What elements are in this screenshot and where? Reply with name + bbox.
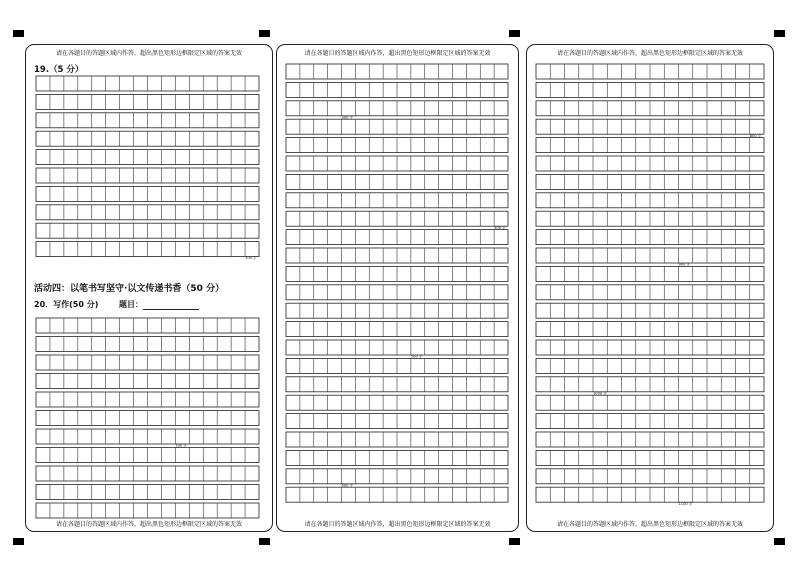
grid-row[interactable]	[286, 211, 508, 226]
grid-row[interactable]	[536, 432, 764, 447]
grid-row[interactable]	[286, 82, 508, 97]
grid-row[interactable]	[286, 358, 508, 373]
grid-row[interactable]	[286, 487, 508, 502]
word-count-mark: 1000 字	[593, 391, 607, 396]
grid-row[interactable]	[286, 303, 508, 318]
grid-row[interactable]	[286, 174, 508, 189]
grid-row[interactable]	[536, 395, 764, 410]
word-count-mark: 500 字	[410, 354, 423, 359]
grid-row[interactable]	[286, 64, 508, 79]
grid-row[interactable]	[36, 76, 259, 91]
grid-row[interactable]	[36, 355, 259, 370]
grid-row[interactable]	[536, 101, 764, 116]
grid-row[interactable]	[286, 266, 508, 281]
grid-row[interactable]	[286, 138, 508, 153]
grid-row[interactable]	[36, 429, 259, 444]
grid-row[interactable]	[286, 285, 508, 300]
word-count-mark: 300 字	[341, 115, 354, 120]
grid-row[interactable]	[36, 485, 259, 500]
grid-row[interactable]	[286, 101, 508, 116]
grid-row[interactable]	[286, 450, 508, 465]
question-20-label: 20．写作(50 分)	[34, 300, 99, 309]
grid-row[interactable]	[286, 414, 508, 429]
grid-row[interactable]	[36, 113, 259, 128]
grid-row[interactable]	[536, 340, 764, 355]
grid-row[interactable]	[36, 448, 259, 463]
grid-row[interactable]	[536, 285, 764, 300]
grid-row[interactable]	[536, 487, 764, 502]
grid-row[interactable]	[536, 322, 764, 337]
grid-row[interactable]	[536, 303, 764, 318]
grid-row[interactable]	[536, 119, 764, 134]
grid-row[interactable]	[286, 322, 508, 337]
grid-row[interactable]	[536, 82, 764, 97]
grid-row[interactable]	[536, 248, 764, 263]
grid-row[interactable]	[36, 168, 259, 183]
grid-row[interactable]	[36, 223, 259, 238]
grid-row[interactable]	[36, 337, 259, 352]
header-notice: 请在各题目的答题区域内作答，超出黑色矩形边框限定区域的答案无效	[55, 50, 242, 57]
word-count-mark: 800 字	[749, 133, 762, 138]
grid-row[interactable]	[286, 340, 508, 355]
footer-notice: 请在各题目的答题区域内作答，超出黑色矩形边框限定区域的答案无效	[556, 521, 743, 528]
grid-row[interactable]	[36, 150, 259, 165]
grid-row[interactable]	[286, 469, 508, 484]
grid-row[interactable]	[286, 230, 508, 245]
header-notice: 请在各题目的答题区域内作答，超出黑色矩形边框限定区域的答案无效	[556, 50, 743, 57]
grid-row[interactable]	[36, 94, 259, 109]
grid-row[interactable]	[286, 119, 508, 134]
grid-row[interactable]	[36, 205, 259, 220]
grid-row[interactable]	[536, 174, 764, 189]
grid-row[interactable]	[36, 131, 259, 146]
grid-row[interactable]	[536, 414, 764, 429]
header-notice: 请在各题目的答题区域内作答，超出黑色矩形边框限定区域的答案无效	[304, 50, 491, 57]
grid-row[interactable]	[36, 374, 259, 389]
grid-row[interactable]	[36, 411, 259, 426]
essay-title-label: 题目：	[119, 300, 143, 309]
grid-row[interactable]	[536, 450, 764, 465]
grid-row[interactable]	[536, 193, 764, 208]
grid-row[interactable]	[36, 392, 259, 407]
grid-row[interactable]	[36, 186, 259, 201]
grid-row[interactable]	[36, 318, 259, 333]
grid-row[interactable]	[286, 432, 508, 447]
footer-notice: 请在各题目的答题区域内作答，超出黑色矩形边框限定区域的答案无效	[304, 521, 491, 528]
activity-4-title: 活动四：以笔书写坚守·以文传递书香（50 分）	[34, 284, 225, 294]
question-19-label: 19.（5 分）	[34, 65, 84, 75]
grid-row[interactable]	[286, 248, 508, 263]
footer-notice: 请在各题目的答题区域内作答，超出黑色矩形边框限定区域的答案无效	[55, 521, 242, 528]
grid-row[interactable]	[536, 266, 764, 281]
word-count-mark: 100 字	[175, 443, 187, 448]
grid-row[interactable]	[36, 466, 259, 481]
grid-row[interactable]	[536, 377, 764, 392]
grid-row[interactable]	[536, 156, 764, 171]
grid-row[interactable]	[536, 358, 764, 373]
word-count-mark: 400 字	[494, 225, 506, 230]
grid-row[interactable]	[36, 503, 259, 518]
grid-row[interactable]	[536, 230, 764, 245]
grid-row[interactable]	[286, 395, 508, 410]
word-count-mark: 900 字	[678, 262, 691, 267]
word-count-mark: 1100 字	[678, 501, 693, 506]
word-count-mark: 600 字	[341, 483, 354, 488]
grid-row[interactable]	[536, 211, 764, 226]
grid-row[interactable]	[36, 242, 259, 257]
grid-row[interactable]	[286, 193, 508, 208]
grid-row[interactable]	[536, 469, 764, 484]
grid-row[interactable]	[536, 138, 764, 153]
grid-row[interactable]	[286, 377, 508, 392]
word-count-mark: 100 字	[245, 256, 257, 261]
grid-row[interactable]	[286, 156, 508, 171]
grid-row[interactable]	[536, 64, 764, 79]
